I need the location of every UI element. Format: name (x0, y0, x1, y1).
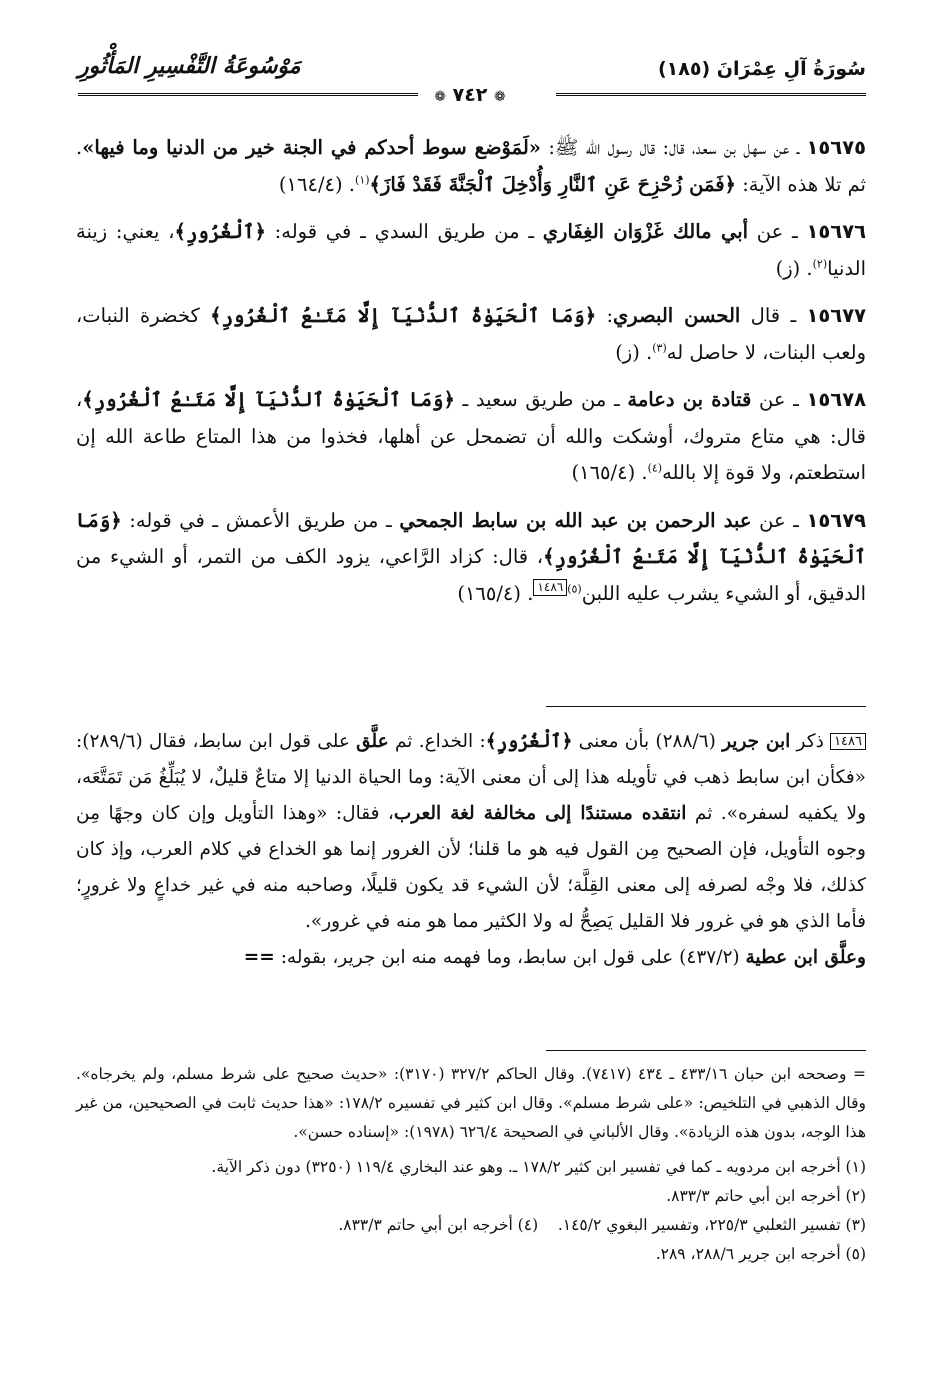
footnote-ref: (٣) (652, 341, 667, 354)
footnote-ref: (٤) (647, 461, 663, 475)
commentary-text: : الخداع. ثم (388, 731, 486, 752)
entry (76, 130, 866, 203)
entry-tail: . (١٦٥/٤) (457, 581, 534, 605)
page-number (420, 84, 520, 106)
main-text (76, 130, 866, 623)
commentary-block (76, 724, 866, 976)
commentary-text: ذكر (790, 731, 831, 752)
quran-quote: ﴿وَمَا ٱلْحَيَوٰةُ ٱلدُّنْيَآ إِلَّا مَتَـٰعُ ٱلْغُرُورِ﴾ (210, 304, 597, 327)
footnote-row (76, 1211, 866, 1240)
entry-number: ١٥٦٧٩ (806, 508, 866, 532)
entry (76, 382, 866, 492)
entry-mid: . ثم تلا هذه الآية: (76, 136, 866, 196)
entry (76, 298, 866, 371)
footnote-3: (٣) تفسير الثعلبي ٢٢٥/٣، وتفسير البغوي ١٤٥/٢. (557, 1216, 866, 1234)
commentary-ref-box: ١٤٨٦ (533, 579, 567, 596)
entry-lead: ـ قال (740, 304, 807, 327)
footnote-ref: (٥) (567, 582, 582, 595)
narrator-name: قتادة بن دعامة (627, 388, 752, 411)
ornament-icon: ❁ (494, 89, 506, 105)
entry-text: ، يعني: زينة الدنيا (76, 220, 866, 280)
entry-lead: ـ عن (751, 508, 807, 532)
entry-tail: . (ز) (775, 256, 813, 280)
narrator-name: عبد الرحمن بن عبد الله بن سابط الجمحي (399, 508, 752, 532)
footnote-separator (546, 1050, 866, 1051)
scholar-name: ابن جرير (722, 731, 791, 752)
hadith-text: «لَمَوْضع سوط أحدكم في الجنة خير من الدنيا وما فيها» (82, 136, 541, 159)
narrator-name: أبي مالك غَزْوَان الغِفَاري (542, 220, 749, 243)
commentary-text: على قول ابن سابط، فقال (٢٨٩/٦): «فكأن ابن سابط ذهب في تأويله هذا إلى أن معنى الآية: وما الحياة الدنيا إلا متاعٌ قليلٌ، لا يُبَلِّغُ مَن تَمَتَّعَه، ولا يكفيه لسفره». ثم (76, 731, 867, 824)
entry-text: ، قال: كزاد الرَّاعي، يزود الكف من التمر، أو الشيء من الدقيق، أو الشيء يشرب عليه اللبن (76, 545, 866, 605)
narrator-name: الحسن البصري (613, 304, 741, 327)
entry-number: ١٥٦٧٧ (806, 304, 867, 327)
footnote-ref: (٢) (812, 257, 828, 270)
entry (76, 214, 866, 287)
entry-tail: . (١٦٥/٤) (571, 461, 648, 484)
footnote-2: (٢) أخرجه ابن أبي حاتم ٨٣٣/٣. (666, 1187, 866, 1205)
footnote-text: وصححه ابن حبان ٤٣٣/١٦ ـ ٤٣٤ (٧٤١٧). وقال الحاكم ٣٢٧/٢ (٣١٧٠): «حديث صحيح على شرط مسلم، ولم يخرجاه». وقال الذهبي في التلخيص: «على شرط مسلم». وقال ابن كثير في تفسيره ١٧٨/٢: «هذا حديث ثابت في الصحيحين، من غير هذا الوجه، بدون هذه الزيادة». وقال الألباني في الصحيحة ٦٢٦/٤ (١٩٧٨): «إسناده حسن». (76, 1065, 866, 1141)
footnote-1: (١) أخرجه ابن مردويه ـ كما في تفسير ابن كثير ١٧٨/٢ ـ. وهو عند البخاري ١١٩/٤ (٣٢٥٠) دون ذكر الآية. (211, 1158, 866, 1176)
separator-line (546, 706, 866, 707)
quran-quote: ﴿ٱلْغُرُورِ﴾ (485, 731, 573, 752)
entry-number: ١٥٦٧٥ (806, 136, 866, 159)
commentary-keyword: انتقده مستندًا إلى مخالفة لغة العرب (393, 803, 687, 824)
header-rule-right (556, 93, 866, 96)
entry-number: ١٥٦٧٦ (806, 220, 866, 243)
entry-mid: ـ من طريق سعيد ـ (454, 388, 628, 411)
page-number-value: ٧٤٢ (452, 84, 488, 106)
continuation-mark: == (243, 947, 275, 968)
entry-lead: ـ عن سهل بن سعد، قال: قال رسول الله ﷺ: (541, 136, 807, 159)
footnote-continuation (76, 1060, 866, 1147)
commentary-text: (٤٣٧/٢) على قول ابن سابط، وما فهمه منه ابن جرير، بقوله: (274, 947, 746, 968)
commentary-text: ، فقال: «وهذا التأويل وإن كان وجهًا مِن وجوه التأويل، فإن الصحيح مِن القول فيه هو ما قلنا؛ لأن الغرور إنما هو الخداع في كلام العرب، وإذ كان كذلك، فلا وجْه لصرفه إلى معنى القِلَّة؛ لأن الشيء قد يكون قليلًا، وصاحبه منه في غير خداعٍ ولا غرورٍ؛ فأما الذي هو في غرور فلا القليل يَصِحُّ له ولا الكثير مما هو منه في غرور». (76, 803, 866, 932)
entry-mid: ـ من طريق السدي ـ في قوله: (265, 220, 543, 243)
entry-number: ١٥٦٧٨ (806, 388, 866, 411)
entry-mid: : (596, 304, 614, 327)
quran-quote: ﴿وَمَا ٱلْحَيَوٰةُ ٱلدُّنْيَآ إِلَّا مَتَـٰعُ ٱلْغُرُورِ﴾ (76, 508, 866, 568)
quran-quote: ﴿فَمَن زُحْزِحَ عَنِ ٱلنَّارِ وَأُدْخِلَ ٱلْجَنَّةَ فَقَدْ فَازَ﴾ (369, 172, 736, 196)
entry-tail: . (ز) (615, 340, 653, 364)
continuation-mark: = (852, 1065, 866, 1083)
ornament-icon: ❁ (434, 89, 446, 105)
entry-lead: ـ عن (751, 388, 807, 411)
entry-tail: . (١٦٤/٤) (278, 172, 356, 196)
footnote-5: (٥) أخرجه ابن جرير ٢٨٨/٦، ٢٨٩. (655, 1245, 866, 1263)
footnotes (76, 1060, 866, 1269)
quran-quote: ﴿ٱلْغُرُورِ﴾ (174, 220, 266, 243)
commentary-text: (٢٨٨/٦) بأن معنى (572, 731, 723, 752)
entry-text: كخضرة النبات، ولعب البنات، لا حاصل له (76, 304, 866, 364)
entry-lead: ـ عن (748, 220, 807, 243)
footnote-4: (٤) أخرجه ابن أبي حاتم ٨٣٣/٣. (338, 1216, 539, 1234)
entry (76, 503, 866, 613)
commentary-keyword: علَّق (356, 731, 389, 752)
commentary-number-box: ١٤٨٦ (830, 733, 866, 750)
commentary-keyword: وعلَّق ابن عطية (745, 947, 866, 968)
surah-title: سُورَةُ آلِ عِمْرَانَ (١٨٥) (657, 58, 866, 80)
book-title: مَوْسُوعَةُ التَّفْسِيرِ المَأْثُورِ (78, 54, 301, 79)
quran-quote: ﴿وَمَا ٱلْحَيَوٰةُ ٱلدُّنْيَآ إِلَّا مَتَـٰعُ ٱلْغُرُورِ﴾ (82, 388, 455, 411)
entry-mid: ـ من طريق الأعمش ـ في قوله: (121, 508, 400, 532)
header-rule-left (78, 93, 418, 96)
footnote-ref: (١) (355, 173, 370, 186)
entry-text: ، قال: هي متاع متروك، أوشكت والله أن تضمحل عن أهلها، فخذوا من هذا المتاع طاعة الله إن استطعتم، ولا قوة إلا بالله (76, 388, 866, 484)
